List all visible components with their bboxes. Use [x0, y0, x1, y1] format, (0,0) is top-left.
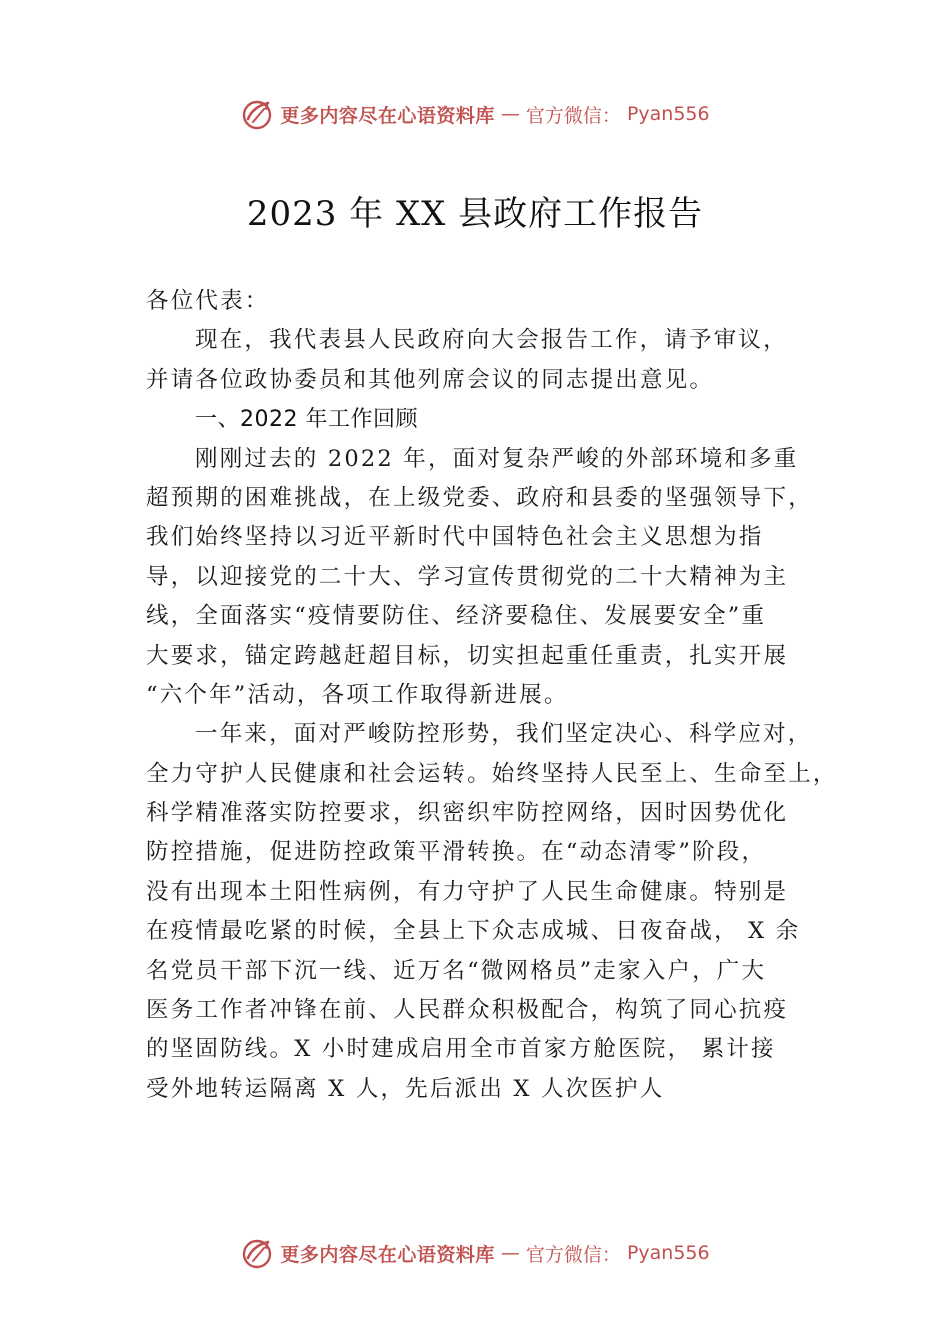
- watermark-wechat-id: Pyan556: [626, 103, 710, 125]
- watermark-label: 官方微信：: [525, 104, 621, 127]
- paragraph-line: 大要求，锚定跨越赶超目标，切实担起重任重责，扎实开展: [146, 642, 789, 669]
- paragraph-line: 全力守护人民健康和社会运转。始终坚持人民至上、生命至上，: [146, 760, 838, 787]
- paragraph-line: 在疫情最吃紧的时候，全县上下众志成城、日夜奋战， X 余: [146, 918, 801, 945]
- paragraph-line: 导，以迎接党的二十大、学习宣传贯彻党的二十大精神为主: [146, 563, 789, 590]
- section-heading: 一、2022 年工作回顾: [195, 407, 418, 433]
- watermark-header: [0, 94, 950, 134]
- watermark-brand-text: 更多内容尽在心语资料库: [280, 104, 495, 127]
- paragraph-line: 一年来，面对严峻防控形势，我们坚定决心、科学应对，: [195, 721, 813, 748]
- brand-logo-icon: [240, 97, 274, 131]
- paragraph-line: 名党员干部下沉一线、近万名“微网格员”走家入户，广大: [146, 957, 767, 984]
- watermark-separator: —: [500, 103, 520, 125]
- paragraph-line: 受外地转运隔离 X 人，先后派出 X 人次医护人: [146, 1075, 665, 1102]
- watermark-separator: —: [500, 1242, 520, 1264]
- document-title: 2023 年 XX 县政府工作报告: [246, 194, 704, 234]
- watermark-brand-text: 更多内容尽在心语资料库: [280, 1243, 495, 1266]
- paragraph-line: 没有出现本土阳性病例，有力守护了人民生命健康。特别是: [146, 878, 789, 905]
- paragraph-line: 防控措施，促进防控政策平滑转换。在“动态清零”阶段，: [146, 839, 767, 866]
- paragraph-line: 超预期的困难挑战，在上级党委、政府和县委的坚强领导下，: [146, 484, 813, 511]
- paragraph-line: 现在，我代表县人民政府向大会报告工作，请予审议，: [195, 327, 788, 354]
- brand-logo-icon: [240, 1236, 274, 1270]
- salutation: 各位代表：: [146, 288, 270, 314]
- paragraph-line: “六个年”活动，各项工作取得新进展。: [146, 681, 569, 708]
- watermark-label: 官方微信：: [525, 1243, 621, 1266]
- paragraph-line: 我们始终坚持以习近平新时代中国特色社会主义思想为指: [146, 524, 764, 551]
- paragraph-line: 刚刚过去的 2022 年，面对复杂严峻的外部环境和多重: [195, 445, 799, 472]
- watermark-footer: [0, 1233, 950, 1273]
- paragraph-line: 并请各位政协委员和其他列席会议的同志提出意见。: [146, 366, 715, 393]
- document-body: [146, 282, 838, 1109]
- paragraph-line: 科学精准落实防控要求，织密织牢防控网络，因时因势优化: [146, 800, 789, 827]
- paragraph-line: 的坚固防线。X 小时建成启用全市首家方舱医院， 累计接: [146, 1036, 776, 1063]
- paragraph-line: 医务工作者冲锋在前、人民群众积极配合，构筑了同心抗疫: [146, 997, 789, 1024]
- watermark-wechat-id: Pyan556: [626, 1242, 710, 1264]
- paragraph-line: 线，全面落实“疫情要防住、经济要稳住、发展要安全”重: [146, 603, 767, 630]
